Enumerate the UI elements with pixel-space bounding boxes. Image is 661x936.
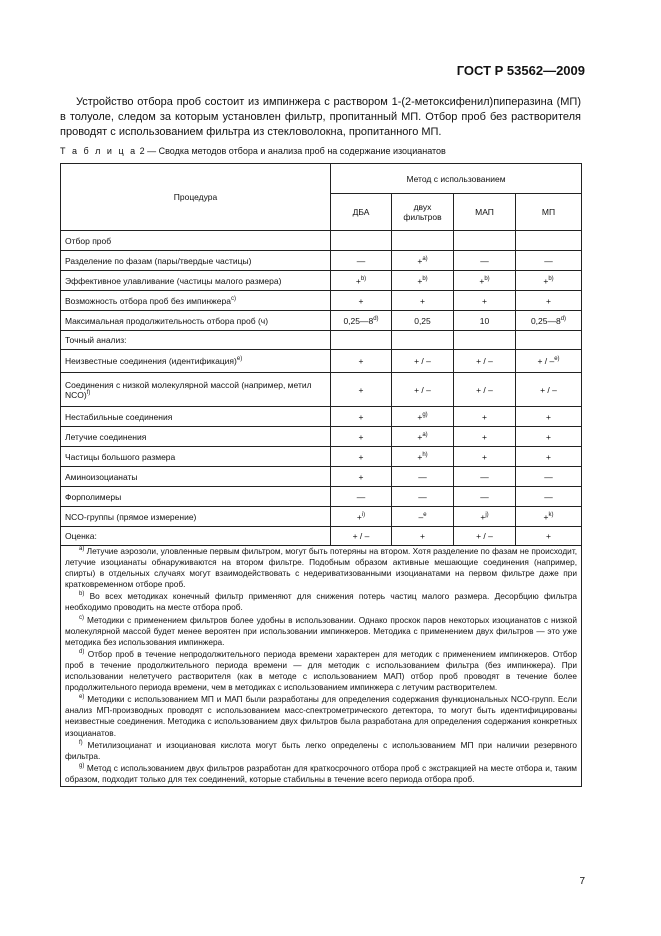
table-row (61, 231, 582, 251)
cell-value: — (418, 471, 427, 482)
method-cell (331, 291, 392, 311)
cell-value: + / – (537, 356, 555, 366)
cell-value: + / – (352, 531, 370, 541)
procedure-cell (61, 231, 331, 251)
method-cell (331, 311, 392, 331)
cell-value: + (417, 451, 423, 462)
footnote-ref: i) (361, 511, 366, 518)
method-cell (516, 271, 582, 291)
cell-value: + (546, 411, 551, 422)
procedure-cell (61, 487, 331, 507)
cell-value: + (546, 451, 551, 462)
procedure-header: Процедура (61, 164, 331, 231)
table-row (61, 291, 582, 311)
cell-value: – (418, 511, 424, 522)
procedure-cell (61, 350, 331, 373)
procedure-label: Эффективное улавливание (частицы малого размера) (65, 275, 282, 286)
table-row (61, 527, 582, 546)
procedure-cell (61, 507, 331, 527)
footnote-ref: b) (360, 275, 367, 282)
table-caption (60, 146, 446, 156)
footnote-text: Методики с использованием МП и МАП были разработаны для определения содержания функциональных NCO-групп. Если анализ МП-производных проводят с использованием масс-спектрометрического детектора, то могут быть идентифицированы неизвестные соединения. Методика с использованием двух фильтров была разработана для определения содержания конкретных изоцианатов. (65, 694, 577, 738)
method-cell (331, 427, 392, 447)
method-cell (454, 271, 516, 291)
cell-value: 0,25—8 (343, 315, 374, 326)
procedure-cell (61, 311, 331, 331)
table-row (61, 407, 582, 427)
table-row (61, 467, 582, 487)
table-row (61, 487, 582, 507)
method-cell (392, 251, 454, 271)
procedure-cell (61, 251, 331, 271)
cell-value: + (358, 295, 364, 306)
cell-value: + (482, 431, 487, 442)
method-cell (331, 407, 392, 427)
cell-value: + (356, 511, 362, 522)
method-cell (331, 507, 392, 527)
procedure-cell (61, 271, 331, 291)
procedure-label: Частицы большого размера (65, 451, 176, 462)
method-cell (392, 291, 454, 311)
method-cell (392, 271, 454, 291)
cell-value: + / – (476, 531, 493, 541)
page-number: 7 (579, 876, 585, 887)
procedure-label: Оценка: (65, 531, 97, 541)
document-standard-number: ГОСТ Р 53562—2009 (456, 63, 585, 78)
method-header: Метод с использованием (331, 164, 582, 194)
cell-value: + (358, 431, 364, 442)
intro-paragraph (60, 95, 581, 140)
footnote-text: Метод с использованием двух фильтров разработан для краткосрочного отбора проб с экстракцией на месте отбора и, таким образом, подходит только для тех соединений, которые стабильны в течение всего периода отбора проб. (65, 762, 577, 784)
cell-value: — (356, 491, 366, 502)
method-cell (454, 447, 516, 467)
method-cell (516, 331, 582, 350)
cell-value: + (420, 295, 425, 306)
method-cell (392, 350, 454, 373)
method-cell (331, 231, 392, 251)
procedure-label: Нестабильные соединения (65, 411, 173, 422)
footnote-ref: е) (236, 356, 243, 363)
method-cell (331, 487, 392, 507)
method-cell (331, 447, 392, 467)
footnote-ref: d) (560, 315, 567, 322)
footnote-mark: е) (79, 694, 85, 701)
procedure-cell (61, 447, 331, 467)
cell-value: + / – (476, 384, 493, 395)
method-cell (331, 467, 392, 487)
column-header: МАП (454, 194, 516, 231)
cell-value: — (544, 471, 553, 482)
footnote-mark: g) (79, 763, 85, 770)
procedure-label: Точный анализ: (65, 335, 127, 345)
table-caption-text: 2 — Сводка методов отбора и анализа проб на содержание изоцианатов (137, 146, 446, 156)
cell-value: + (546, 531, 551, 541)
methods-summary-table (60, 163, 582, 787)
procedure-cell (61, 527, 331, 546)
method-cell (454, 487, 516, 507)
cell-value: + (543, 511, 549, 522)
method-cell (516, 311, 582, 331)
footnote-ref: b) (422, 275, 428, 282)
method-cell (392, 487, 454, 507)
procedure-label: Разделение по фазам (пары/твердые частицы) (65, 255, 252, 266)
method-cell (392, 373, 454, 407)
method-cell (331, 251, 392, 271)
cell-value: + (417, 411, 423, 422)
footnote-ref: f) (86, 389, 91, 396)
method-cell (454, 527, 516, 546)
method-cell (454, 467, 516, 487)
procedure-cell (61, 427, 331, 447)
cell-value: + (355, 275, 361, 286)
footnote-ref: k) (548, 511, 554, 518)
footnote-ref: е) (554, 356, 560, 363)
method-cell (331, 271, 392, 291)
table-note (65, 591, 577, 613)
method-cell (516, 407, 582, 427)
procedure-label: Соединения с низкой молекулярной массой (например, метил NCO) (65, 379, 312, 400)
table-row (61, 311, 582, 331)
method-cell (331, 350, 392, 373)
footnote-ref: а) (422, 255, 428, 262)
footnote-ref: а) (422, 431, 428, 438)
footnote-text: Летучие аэрозоли, уловленные первым фильтром, могут быть потеряны на втором. Хотя разделение по фазам не происходит, летучие изоцианаты обнаруживаются на втором фильтре. Подобным образом активные мешающие соединения (например, спирты) в отдельных случаях могут взаимодействовать с недериватизованными изоцианатами на первом фильтре даже при кратковременном отборе проб. (65, 546, 578, 590)
method-cell (516, 527, 582, 546)
table-row (61, 271, 582, 291)
table-notes-section (61, 546, 582, 787)
cell-value: + (358, 451, 364, 462)
footnote-ref: с) (230, 295, 236, 302)
cell-value: — (544, 255, 553, 266)
cell-value: — (480, 471, 489, 482)
cell-value: + (482, 451, 487, 462)
method-cell (454, 407, 516, 427)
footnote-mark: с) (79, 614, 84, 621)
cell-value: + / – (414, 384, 431, 395)
method-cell (516, 231, 582, 251)
footnote-mark: f) (79, 739, 83, 746)
column-header: МП (516, 194, 582, 231)
cell-value: + (482, 411, 487, 422)
method-cell (516, 447, 582, 467)
footnote-ref: d) (373, 315, 379, 322)
cell-value: + (420, 531, 425, 541)
method-cell (516, 373, 582, 407)
table-row (61, 373, 582, 407)
procedure-cell (61, 407, 331, 427)
footnote-text: Во всех методиках конечный фильтр применяют для снижения потерь частиц малого размера. Десорбцию фильтра необходимо проводить на месте отбора проб. (65, 591, 577, 613)
procedure-cell (61, 331, 331, 350)
procedure-cell (61, 291, 331, 311)
procedure-label: Летучие соединения (65, 431, 147, 442)
cell-value: + (543, 275, 549, 286)
table-note (65, 763, 577, 785)
method-cell (392, 447, 454, 467)
method-cell (516, 507, 582, 527)
method-cell (331, 527, 392, 546)
procedure-label: Форполимеры (65, 491, 122, 502)
cell-value: — (480, 255, 489, 266)
procedure-label: Неизвестные соединения (идентификация) (65, 356, 237, 366)
method-cell (516, 427, 582, 447)
method-cell (454, 427, 516, 447)
cell-value: — (418, 491, 427, 502)
table-row (61, 427, 582, 447)
cell-value: 10 (479, 315, 490, 326)
cell-value: + (358, 384, 364, 395)
table-note (65, 740, 577, 762)
method-cell (454, 331, 516, 350)
procedure-label: Отбор проб (65, 235, 112, 246)
cell-value: — (544, 491, 553, 502)
cell-value: + (417, 275, 423, 286)
table-note (65, 694, 577, 738)
footnote-ref: b) (484, 275, 490, 282)
footnote-ref: b) (548, 275, 554, 282)
method-cell (454, 507, 516, 527)
cell-value: + / – (414, 356, 431, 366)
table-row (61, 251, 582, 271)
cell-value: + (546, 295, 551, 306)
method-cell (454, 350, 516, 373)
procedure-label: NCO-группы (прямое измерение) (65, 511, 197, 522)
cell-value: + (358, 471, 364, 482)
cell-value: + (546, 431, 551, 442)
footnote-mark: d) (79, 649, 85, 656)
cell-value: 0,25 (414, 315, 431, 326)
cell-value: + (417, 431, 423, 442)
footnote-text: Методики с применением фильтров более удобны в использовании. Однако проскок паров некоторых изоцианатов с низкой молекулярной массой будет менее вероятен при использовании импинжеров. Методика с применением двух фильтров — это уже методика без использования импинжера. (65, 614, 577, 647)
cell-value: — (480, 491, 489, 502)
method-cell (392, 331, 454, 350)
method-cell (392, 527, 454, 546)
method-cell (392, 507, 454, 527)
method-cell (516, 487, 582, 507)
method-cell (516, 350, 582, 373)
table-body (61, 231, 582, 546)
cell-value: + (482, 295, 487, 306)
table-note (65, 546, 577, 590)
footnote-text: Отбор проб в течение непродолжительного периода времени характерен для методик с применением импинжеров. Отбор проб в течение продолжительного периода времени — для методик с использованием фильтра (без импинжера). При использовании нелетучего растворителя (как в методе с использованием МАП) отбор проб проводят в течение более продолжительного периода времени, чем в методиках с использованием импинжера с летучим растворителем. (65, 648, 577, 693)
method-cell (331, 373, 392, 407)
method-cell (454, 291, 516, 311)
table-caption-prefix: Т а б л и ц а (60, 146, 138, 156)
footnote-ref: g) (422, 411, 428, 418)
procedure-cell (61, 467, 331, 487)
footnote-mark: а) (79, 546, 85, 553)
table-row (61, 350, 582, 373)
method-cell (516, 467, 582, 487)
table-note (65, 649, 577, 693)
method-cell (454, 311, 516, 331)
table-notes (61, 546, 582, 787)
method-cell (392, 467, 454, 487)
cell-value: + / – (540, 384, 557, 395)
method-cell (392, 427, 454, 447)
cell-value: + (358, 356, 364, 366)
column-header: ДБА (331, 194, 392, 231)
footnote-text: Метилизоцианат и изоциановая кислота могут быть легко определены с использованием МП при наличии резервного фильтра. (65, 739, 577, 761)
cell-value: 0,25—8 (530, 315, 561, 326)
procedure-label: Аминоизоцианаты (65, 471, 138, 482)
footnote-mark: b) (79, 591, 85, 598)
method-cell (392, 311, 454, 331)
method-cell (454, 251, 516, 271)
footnote-ref: e (423, 511, 427, 518)
procedure-label: Максимальная продолжительность отбора проб (ч) (65, 315, 269, 326)
table-note (65, 615, 577, 648)
footnote-ref: h) (422, 451, 428, 458)
method-cell (331, 331, 392, 350)
method-cell (516, 291, 582, 311)
cell-value: — (356, 255, 366, 266)
column-header: двух фильтров (392, 194, 454, 231)
cell-value: + (479, 275, 485, 286)
table-row (61, 447, 582, 467)
method-cell (454, 373, 516, 407)
procedure-cell (61, 373, 331, 407)
cell-value: + (417, 255, 423, 266)
table-row (61, 507, 582, 527)
method-cell (516, 251, 582, 271)
method-cell (392, 407, 454, 427)
method-cell (392, 231, 454, 251)
procedure-label: Возможность отбора проб без импинжера (65, 295, 231, 306)
cell-value: + (358, 411, 364, 422)
method-cell (454, 231, 516, 251)
cell-value: + / – (476, 356, 493, 366)
cell-value: + (480, 511, 486, 522)
intro-text: Устройство отбора проб состоит из импинжера с раствором 1-(2-метоксифенил)пиперазина (МП) в толуоле, следом за которым установлен фильтр, пропитанный МП. Отбор проб без растворителя проводят с использованием фильтра из стекловолокна, пропитанного МП. (60, 96, 581, 138)
table-row (61, 331, 582, 350)
footnote-ref: j) (485, 511, 489, 518)
